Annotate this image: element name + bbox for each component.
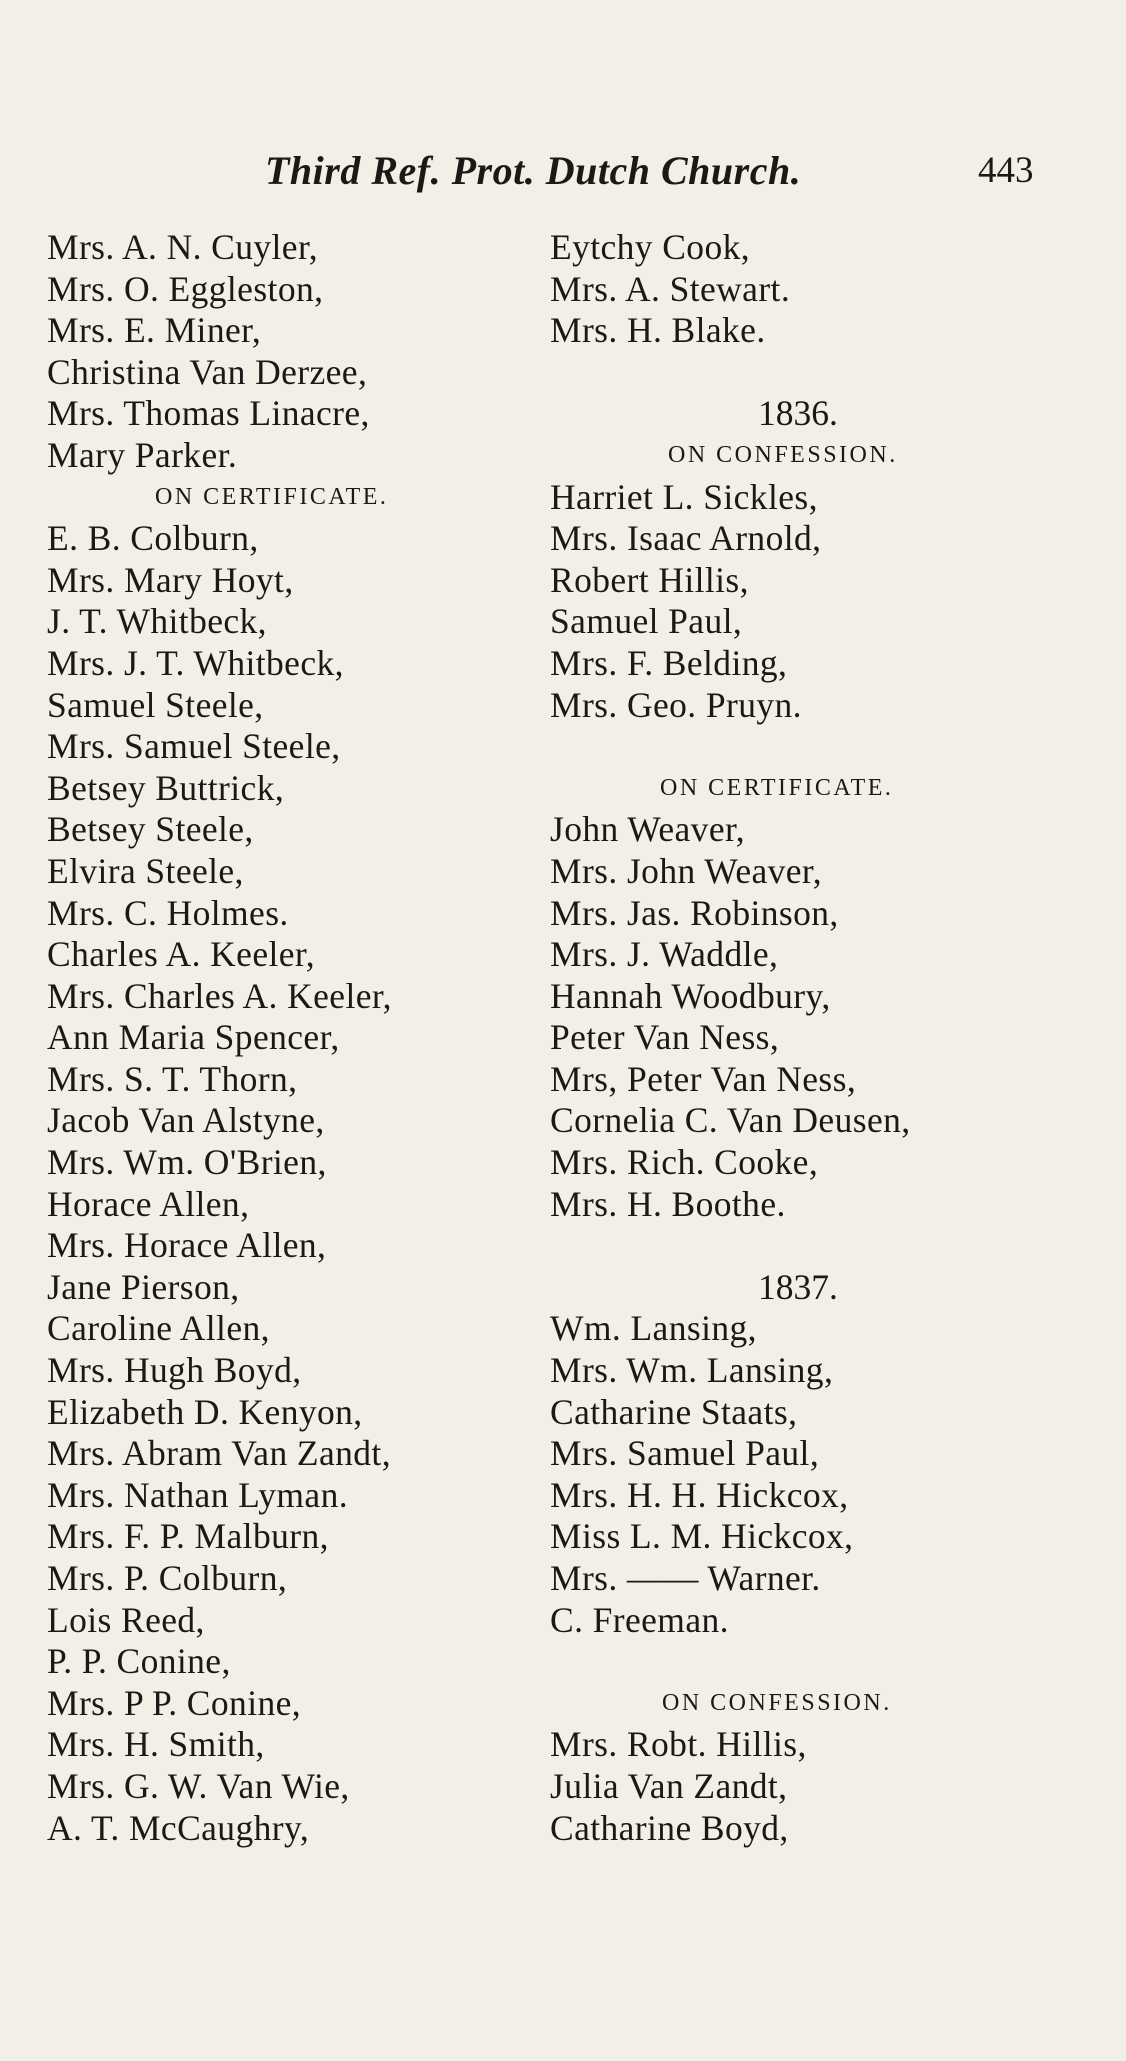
member-name: Ann Maria Spencer, (47, 1017, 340, 1058)
member-name: Miss L. M. Hickcox, (550, 1516, 854, 1557)
member-name: Mrs. Abram Van Zandt, (47, 1433, 391, 1474)
member-name: Mrs. Isaac Arnold, (550, 518, 822, 559)
section-heading: ON CERTIFICATE. (155, 483, 389, 510)
member-name: Jane Pierson, (47, 1266, 240, 1307)
member-name: Mrs. Wm. Lansing, (550, 1350, 834, 1391)
member-name: Jacob Van Alstyne, (47, 1100, 325, 1141)
member-name: Mrs. G. W. Van Wie, (47, 1765, 350, 1806)
member-name: Eytchy Cook, (550, 227, 751, 267)
section-heading: ON CONFESSION. (662, 1689, 892, 1716)
member-name: Mrs. C. Holmes. (47, 892, 289, 933)
member-name: Betsey Steele, (47, 809, 254, 850)
blank-line (550, 726, 1080, 768)
member-name: C. Freeman. (550, 1599, 729, 1640)
member-name: Mrs. J. T. Whitbeck, (47, 642, 344, 683)
member-name: Mrs. J. Waddle, (550, 934, 779, 975)
member-name: Mrs. E. Miner, (47, 310, 262, 351)
member-name: Catharine Staats, (550, 1391, 798, 1432)
member-name: Mrs. P P. Conine, (47, 1682, 302, 1723)
member-name: J. T. Whitbeck, (47, 601, 267, 642)
blank-line (550, 1225, 1080, 1267)
member-name: Christina Van Derzee, (47, 351, 368, 392)
year-heading-1837: 1837. (758, 1266, 838, 1307)
member-name: Mary Parker. (47, 434, 238, 475)
page-number: 443 (978, 150, 1034, 191)
member-name: Samuel Paul, (550, 601, 743, 642)
running-title: Third Ref. Prot. Dutch Church. (265, 148, 802, 193)
member-name: Wm. Lansing, (550, 1308, 757, 1349)
member-name: Mrs. O. Eggleston, (47, 268, 324, 309)
member-name: Horace Allen, (47, 1183, 250, 1224)
member-name: Mrs. Jas. Robinson, (550, 892, 839, 933)
member-name: Mrs. F. P. Malburn, (47, 1516, 329, 1557)
member-name: Mrs. Charles A. Keeler, (47, 975, 392, 1016)
page-header (0, 147, 1126, 197)
member-name: Mrs. Geo. Pruyn. (550, 684, 802, 725)
member-name: Mrs. John Weaver, (550, 850, 823, 891)
member-name: A. T. McCaughry, (47, 1807, 310, 1848)
member-name: Elizabeth D. Kenyon, (47, 1391, 363, 1432)
section-heading: ON CONFESSION. (668, 441, 898, 468)
member-name: Mrs. A. N. Cuyler, (47, 227, 319, 267)
member-name: Samuel Steele, (47, 684, 264, 725)
year-heading-1836: 1836. (758, 393, 838, 434)
member-name: Mrs. Hugh Boyd, (47, 1350, 302, 1391)
member-name: Charles A. Keeler, (47, 934, 315, 975)
member-name: Caroline Allen, (47, 1308, 270, 1349)
member-name: Mrs. A. Stewart. (550, 268, 791, 309)
member-name: Catharine Boyd, (550, 1807, 789, 1848)
left-column (47, 227, 507, 1849)
member-name: John Weaver, (550, 809, 746, 850)
member-name: Betsey Buttrick, (47, 767, 285, 808)
member-name: Elvira Steele, (47, 850, 244, 891)
member-name: Mrs. Horace Allen, (47, 1225, 327, 1266)
member-name: Mrs. Samuel Paul, (550, 1433, 820, 1474)
blank-line (550, 1641, 1080, 1683)
section-heading: ON CERTIFICATE. (660, 774, 894, 801)
blank-line (550, 352, 1080, 394)
member-name: Harriet L. Sickles, (550, 476, 818, 517)
member-name: Mrs. H. Blake. (550, 310, 766, 351)
member-name: Mrs. Mary Hoyt, (47, 559, 294, 600)
member-name: Julia Van Zandt, (550, 1765, 788, 1806)
member-name: Peter Van Ness, (550, 1017, 780, 1058)
member-name: Robert Hillis, (550, 559, 749, 600)
member-name: Mrs. Nathan Lyman. (47, 1474, 349, 1515)
member-name: Mrs. Thomas Linacre, (47, 393, 370, 434)
member-name: Mrs. S. T. Thorn, (47, 1058, 298, 1099)
member-name: Mrs. Wm. O'Brien, (47, 1142, 327, 1183)
member-name: Mrs. Robt. Hillis, (550, 1724, 807, 1765)
member-name: Hannah Woodbury, (550, 975, 831, 1016)
member-name: Mrs. H. H. Hickcox, (550, 1474, 849, 1515)
member-name: Mrs. P. Colburn, (47, 1558, 288, 1598)
member-name: Mrs, Peter Van Ness, (550, 1058, 857, 1099)
right-column (550, 227, 1080, 1849)
member-name: Cornelia C. Van Deusen, (550, 1100, 911, 1141)
member-name: Mrs. —— Warner. (550, 1558, 821, 1598)
member-name: P. P. Conine, (47, 1641, 231, 1682)
member-name: Mrs. Samuel Steele, (47, 726, 341, 767)
member-name: Mrs. H. Smith, (47, 1724, 265, 1765)
member-name: Mrs. Rich. Cooke, (550, 1142, 819, 1183)
member-name: E. B. Colburn, (47, 518, 259, 559)
member-name: Mrs. F. Belding, (550, 642, 788, 683)
member-name: Lois Reed, (47, 1599, 205, 1640)
member-name: Mrs. H. Boothe. (550, 1183, 786, 1224)
